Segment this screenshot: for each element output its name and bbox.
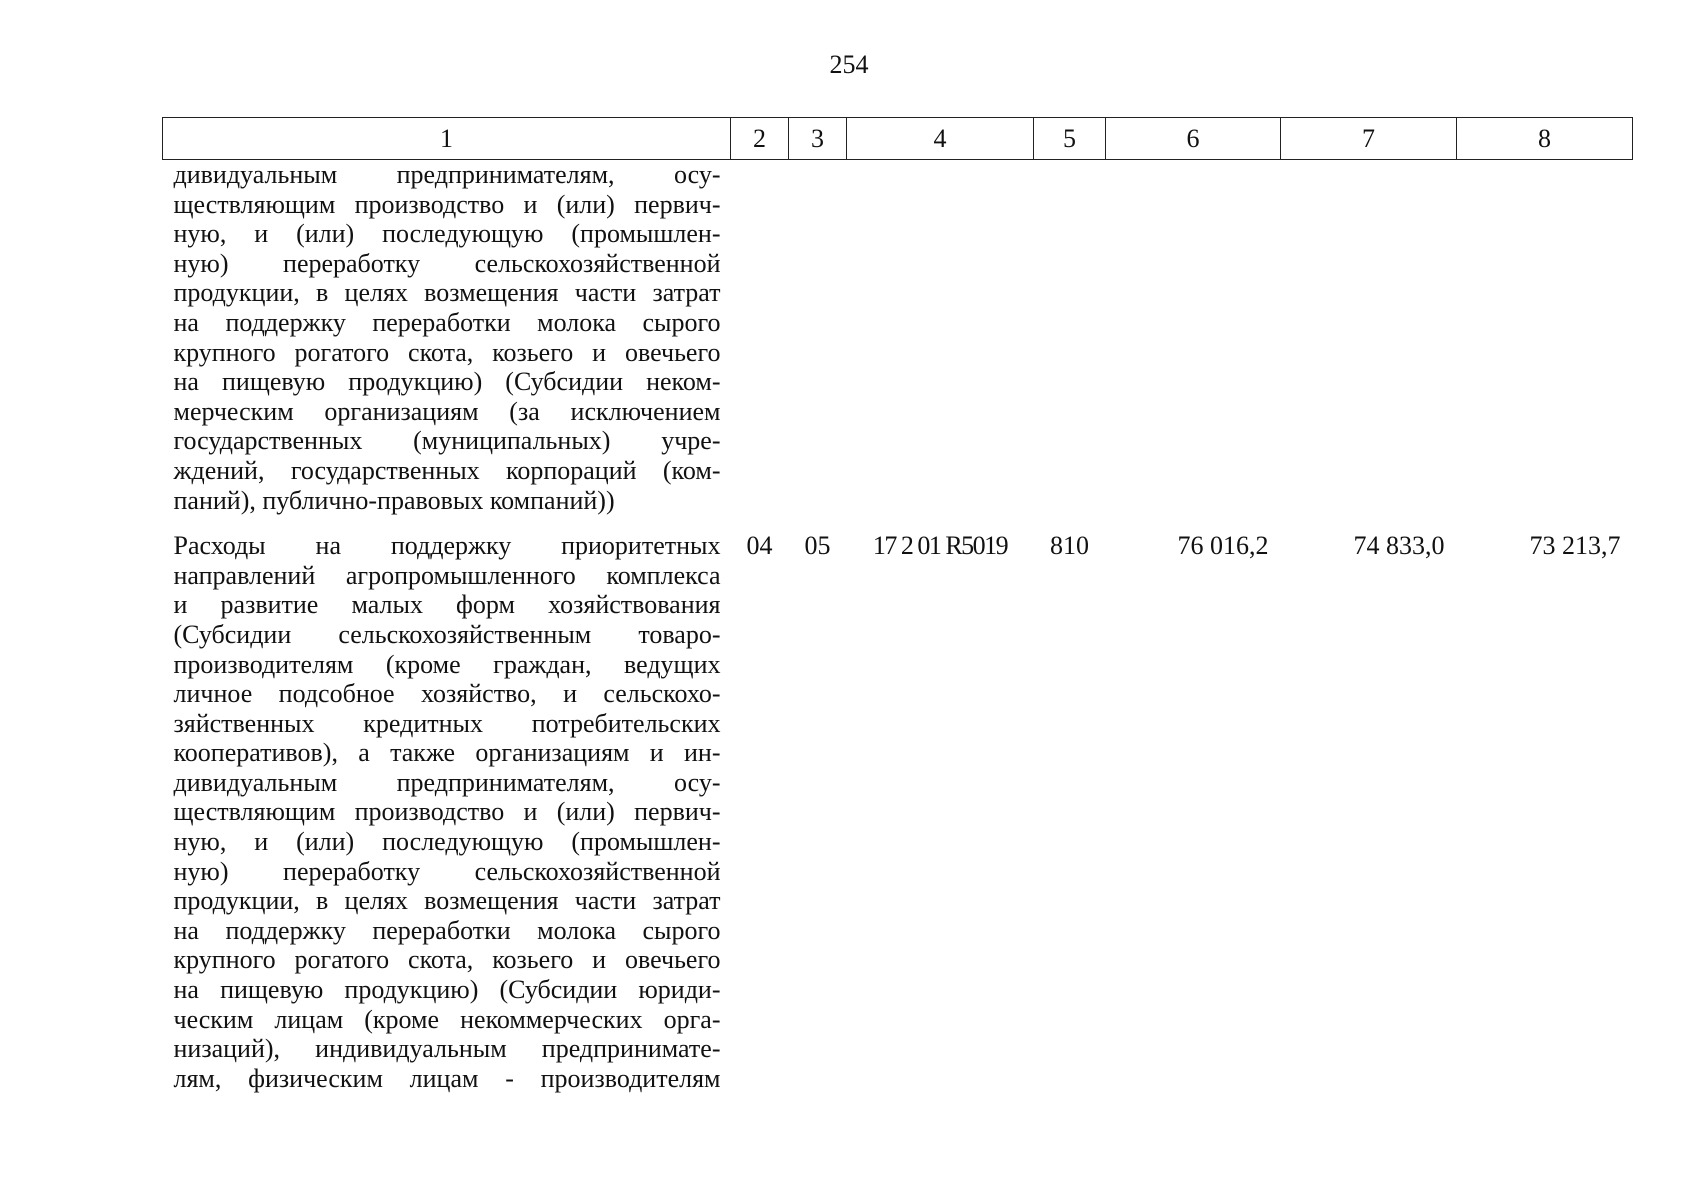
row-vr: 810 [1050, 531, 1089, 561]
description-line: паний), публично-правовых компаний)) [173, 485, 615, 515]
description-line: кооперативов), а также организациям и ин- [173, 738, 721, 768]
description-line: ждений, государственных корпораций (ком- [173, 455, 721, 485]
description-line: ную, и (или) последующую (промышлен- [173, 827, 721, 857]
description-line: направлений агропромышленного комплекса [173, 560, 721, 590]
description-line: на пищевую продукцию) (Субсидии неком- [173, 367, 721, 397]
description-line: на пищевую продукцию) (Субсидии юриди- [173, 975, 721, 1005]
header-col-8: 8 [1457, 118, 1633, 160]
row-value-7: 74 833,0 [1353, 531, 1445, 561]
description-line: производителям (кроме граждан, ведущих [173, 649, 721, 679]
table-header [163, 118, 1633, 160]
description-line: крупного рогатого скота, козьего и овечьего [173, 945, 721, 975]
description-line: продукции, в целях возмещения части затрат [173, 886, 721, 916]
description-lines [174, 531, 721, 1093]
row-pr: 05 [804, 531, 831, 561]
row-value-7 [1281, 160, 1457, 516]
row-rz: 04 [746, 531, 773, 561]
description-line: на поддержку переработки молока сырого [173, 915, 721, 945]
description-line: мерческим организациям (за исключением [173, 396, 721, 426]
header-col-1: 1 [163, 118, 731, 160]
budget-table [162, 117, 1633, 1093]
row-value-6: 76 016,2 [1177, 531, 1269, 561]
description-line: лям, физическим лицам - производителям [173, 1063, 721, 1093]
row-value-8 [1457, 160, 1633, 516]
description-line: Расходы на поддержку приоритетных [173, 531, 721, 561]
description-line: зяйственных кредитных потребительских [173, 708, 721, 738]
description-line: крупного рогатого скота, козьего и овечьего [173, 337, 721, 367]
description-line: (Субсидии сельскохозяйственным товаро- [173, 619, 721, 649]
row-rz [731, 160, 789, 516]
table-body [163, 160, 1633, 1094]
row-csr [847, 160, 1034, 516]
header-col-7: 7 [1281, 118, 1457, 160]
description-line: государственных (муниципальных) учре- [173, 426, 721, 456]
description-line: дивидуальным предпринимателям, осу- [173, 767, 721, 797]
header-col-2: 2 [731, 118, 789, 160]
row-pr [789, 160, 847, 516]
header-col-3: 3 [789, 118, 847, 160]
row-value-6 [1106, 160, 1281, 516]
header-col-6: 6 [1106, 118, 1281, 160]
description-line: на поддержку переработки молока сырого [173, 307, 721, 337]
table-row [163, 160, 1633, 516]
description-line: низаций), индивидуальным предпринимате- [173, 1034, 721, 1064]
description-line: ществляющим производство и (или) первич- [173, 189, 721, 219]
row-csr: 17 2 01 R5019 [872, 531, 1008, 561]
description-line: ческим лицам (кроме некоммерческих орга- [173, 1004, 721, 1034]
header-col-5: 5 [1034, 118, 1106, 160]
description-line: ную) переработку сельскохозяйственной [173, 248, 721, 278]
description-line: продукции, в целях возмещения части затрат [173, 278, 721, 308]
description-line: личное подсобное хозяйство, и сельскохо- [173, 679, 721, 709]
header-row [163, 118, 1633, 160]
row-description [163, 160, 731, 516]
description-line: ную) переработку сельскохозяйственной [173, 856, 721, 886]
row-vr [1034, 160, 1106, 516]
table-row [163, 515, 1633, 1093]
description-line: дивидуальным предпринимателям, осу- [173, 160, 721, 189]
description-lines [174, 160, 721, 515]
description-line: и развитие малых форм хозяйствования [173, 590, 721, 620]
page-number: 254 [829, 50, 869, 79]
row-description [163, 515, 731, 1093]
description-line: ную, и (или) последующую (промышлен- [173, 219, 721, 249]
header-col-4: 4 [847, 118, 1034, 160]
description-line: ществляющим производство и (или) первич- [173, 797, 721, 827]
row-value-8: 73 213,7 [1529, 531, 1621, 561]
